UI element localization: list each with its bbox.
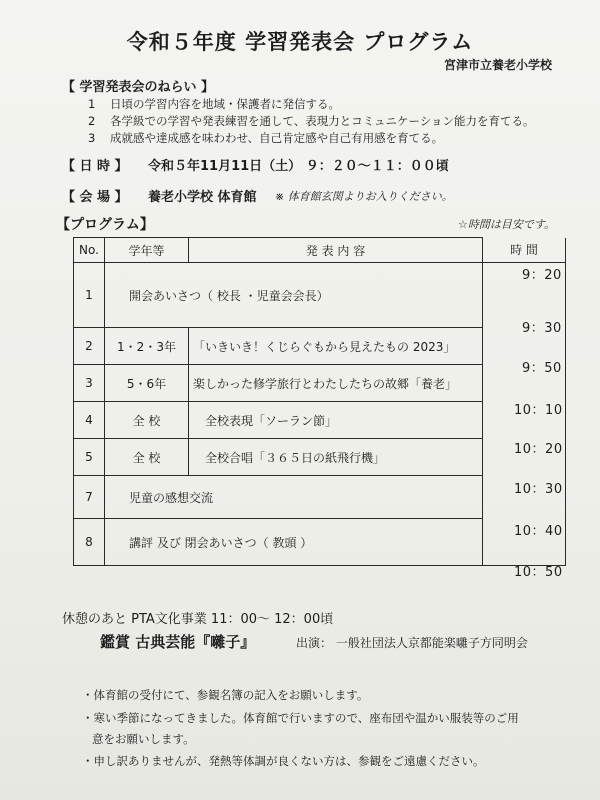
aim-item-2	[88, 113, 535, 129]
row-no: 3	[74, 365, 105, 402]
row-content: 開会あいさつ（ 校長 ・児童会会長）	[105, 263, 483, 328]
aim-num: 2	[88, 114, 96, 128]
aim-num: 3	[88, 131, 96, 145]
datetime-label: 【 日 時 】	[62, 159, 128, 174]
notice-1: ・体育館の受付にて、参観名簿の記入をお願いします。	[82, 688, 369, 702]
time-label: 9：50	[522, 361, 562, 376]
venue-label: 【 会 場 】	[62, 190, 128, 205]
time-label: 10：10	[514, 403, 563, 418]
table-header	[74, 238, 566, 263]
notice-2-cont: 意をお願いします。	[92, 732, 195, 746]
time-note: ☆時間は目安です。	[458, 218, 555, 231]
time-label: 9：30	[522, 321, 562, 336]
program-table	[73, 237, 566, 566]
row-grade: 1・2・3年	[105, 328, 189, 365]
row-no: 8	[74, 519, 105, 566]
row-content: 全校表現「ソーラン節」	[189, 402, 483, 439]
row-content: 児童の感想交流	[105, 476, 483, 519]
table-row	[74, 328, 566, 365]
row-content: 「いきいき！くじらぐもから見えたもの 2023」	[189, 328, 483, 365]
row-grade: 全 校	[105, 402, 189, 439]
venue-value: 養老小学校 体育館	[148, 190, 257, 205]
time-label: 10：30	[514, 482, 563, 497]
row-content: 講評 及び 閉会あいさつ（ 教頭 ）	[105, 519, 483, 566]
row-no: 1	[74, 263, 105, 328]
pta-line: 休憩のあと PTA文化事業 11：00～ 12：00頃	[62, 612, 334, 627]
col-grade: 学年等	[105, 238, 189, 263]
venue-note: ※ 体育館玄関よりお入りください。	[275, 190, 453, 203]
col-content: 発 表 内 容	[189, 238, 483, 263]
school-name: 宮津市立養老小学校	[443, 58, 552, 72]
table-row	[74, 365, 566, 402]
time-label: 10：50	[514, 565, 563, 580]
aim-item-1	[88, 96, 340, 112]
table-row	[74, 263, 566, 328]
aim-text: 成就感や達成感を味わわせ、自己肯定感や自己有用感を育てる。	[109, 131, 444, 145]
program-heading: 【プログラム】	[56, 217, 154, 233]
aims-heading: 【 学習発表会のねらい 】	[62, 80, 215, 95]
table-row	[74, 402, 566, 439]
aim-text: 各学級での学習や発表練習を通して、表現力とコミュニケーション能力を育てる。	[109, 114, 535, 128]
row-content: 全校合唱「３６５日の紙飛行機」	[189, 439, 483, 476]
table-row	[74, 476, 566, 519]
col-no: No.	[74, 238, 105, 263]
row-grade: 全 校	[105, 439, 189, 476]
kansho-title: 鑑賞 古典芸能『囃子』	[100, 633, 256, 651]
row-no: 2	[74, 328, 105, 365]
aim-item-3	[88, 130, 443, 146]
kansho-performer: 出演： 一般社団法人京都能楽囃子方同明会	[296, 636, 528, 650]
time-label: 9：20	[522, 268, 562, 283]
row-no: 4	[74, 402, 105, 439]
notice-3: ・申し訳ありませんが、発熱等体調が良くない方は、参観をご遠慮ください。	[82, 754, 485, 768]
table-row	[74, 439, 566, 476]
datetime-value: 令和５年11月11日（土） ９：２０～１１：００頃	[148, 159, 449, 174]
time-label: 10：40	[514, 524, 563, 539]
row-content: 楽しかった修学旅行とわたしたちの故郷「養老」	[189, 365, 483, 402]
row-no: 7	[74, 476, 105, 519]
aim-text: 日頃の学習内容を地域・保護者に発信する。	[109, 97, 340, 111]
aim-num: 1	[88, 97, 96, 111]
col-time: 時 間	[483, 238, 566, 263]
page-title: 令和５年度 学習発表会 プログラム	[126, 30, 474, 54]
time-label: 10：20	[514, 442, 563, 457]
row-grade: 5・6年	[105, 365, 189, 402]
row-no: 5	[74, 439, 105, 476]
table-row	[74, 519, 566, 566]
notice-2: ・寒い季節になってきました。体育館で行いますので、座布団や温かい服装等のご用	[82, 711, 519, 725]
